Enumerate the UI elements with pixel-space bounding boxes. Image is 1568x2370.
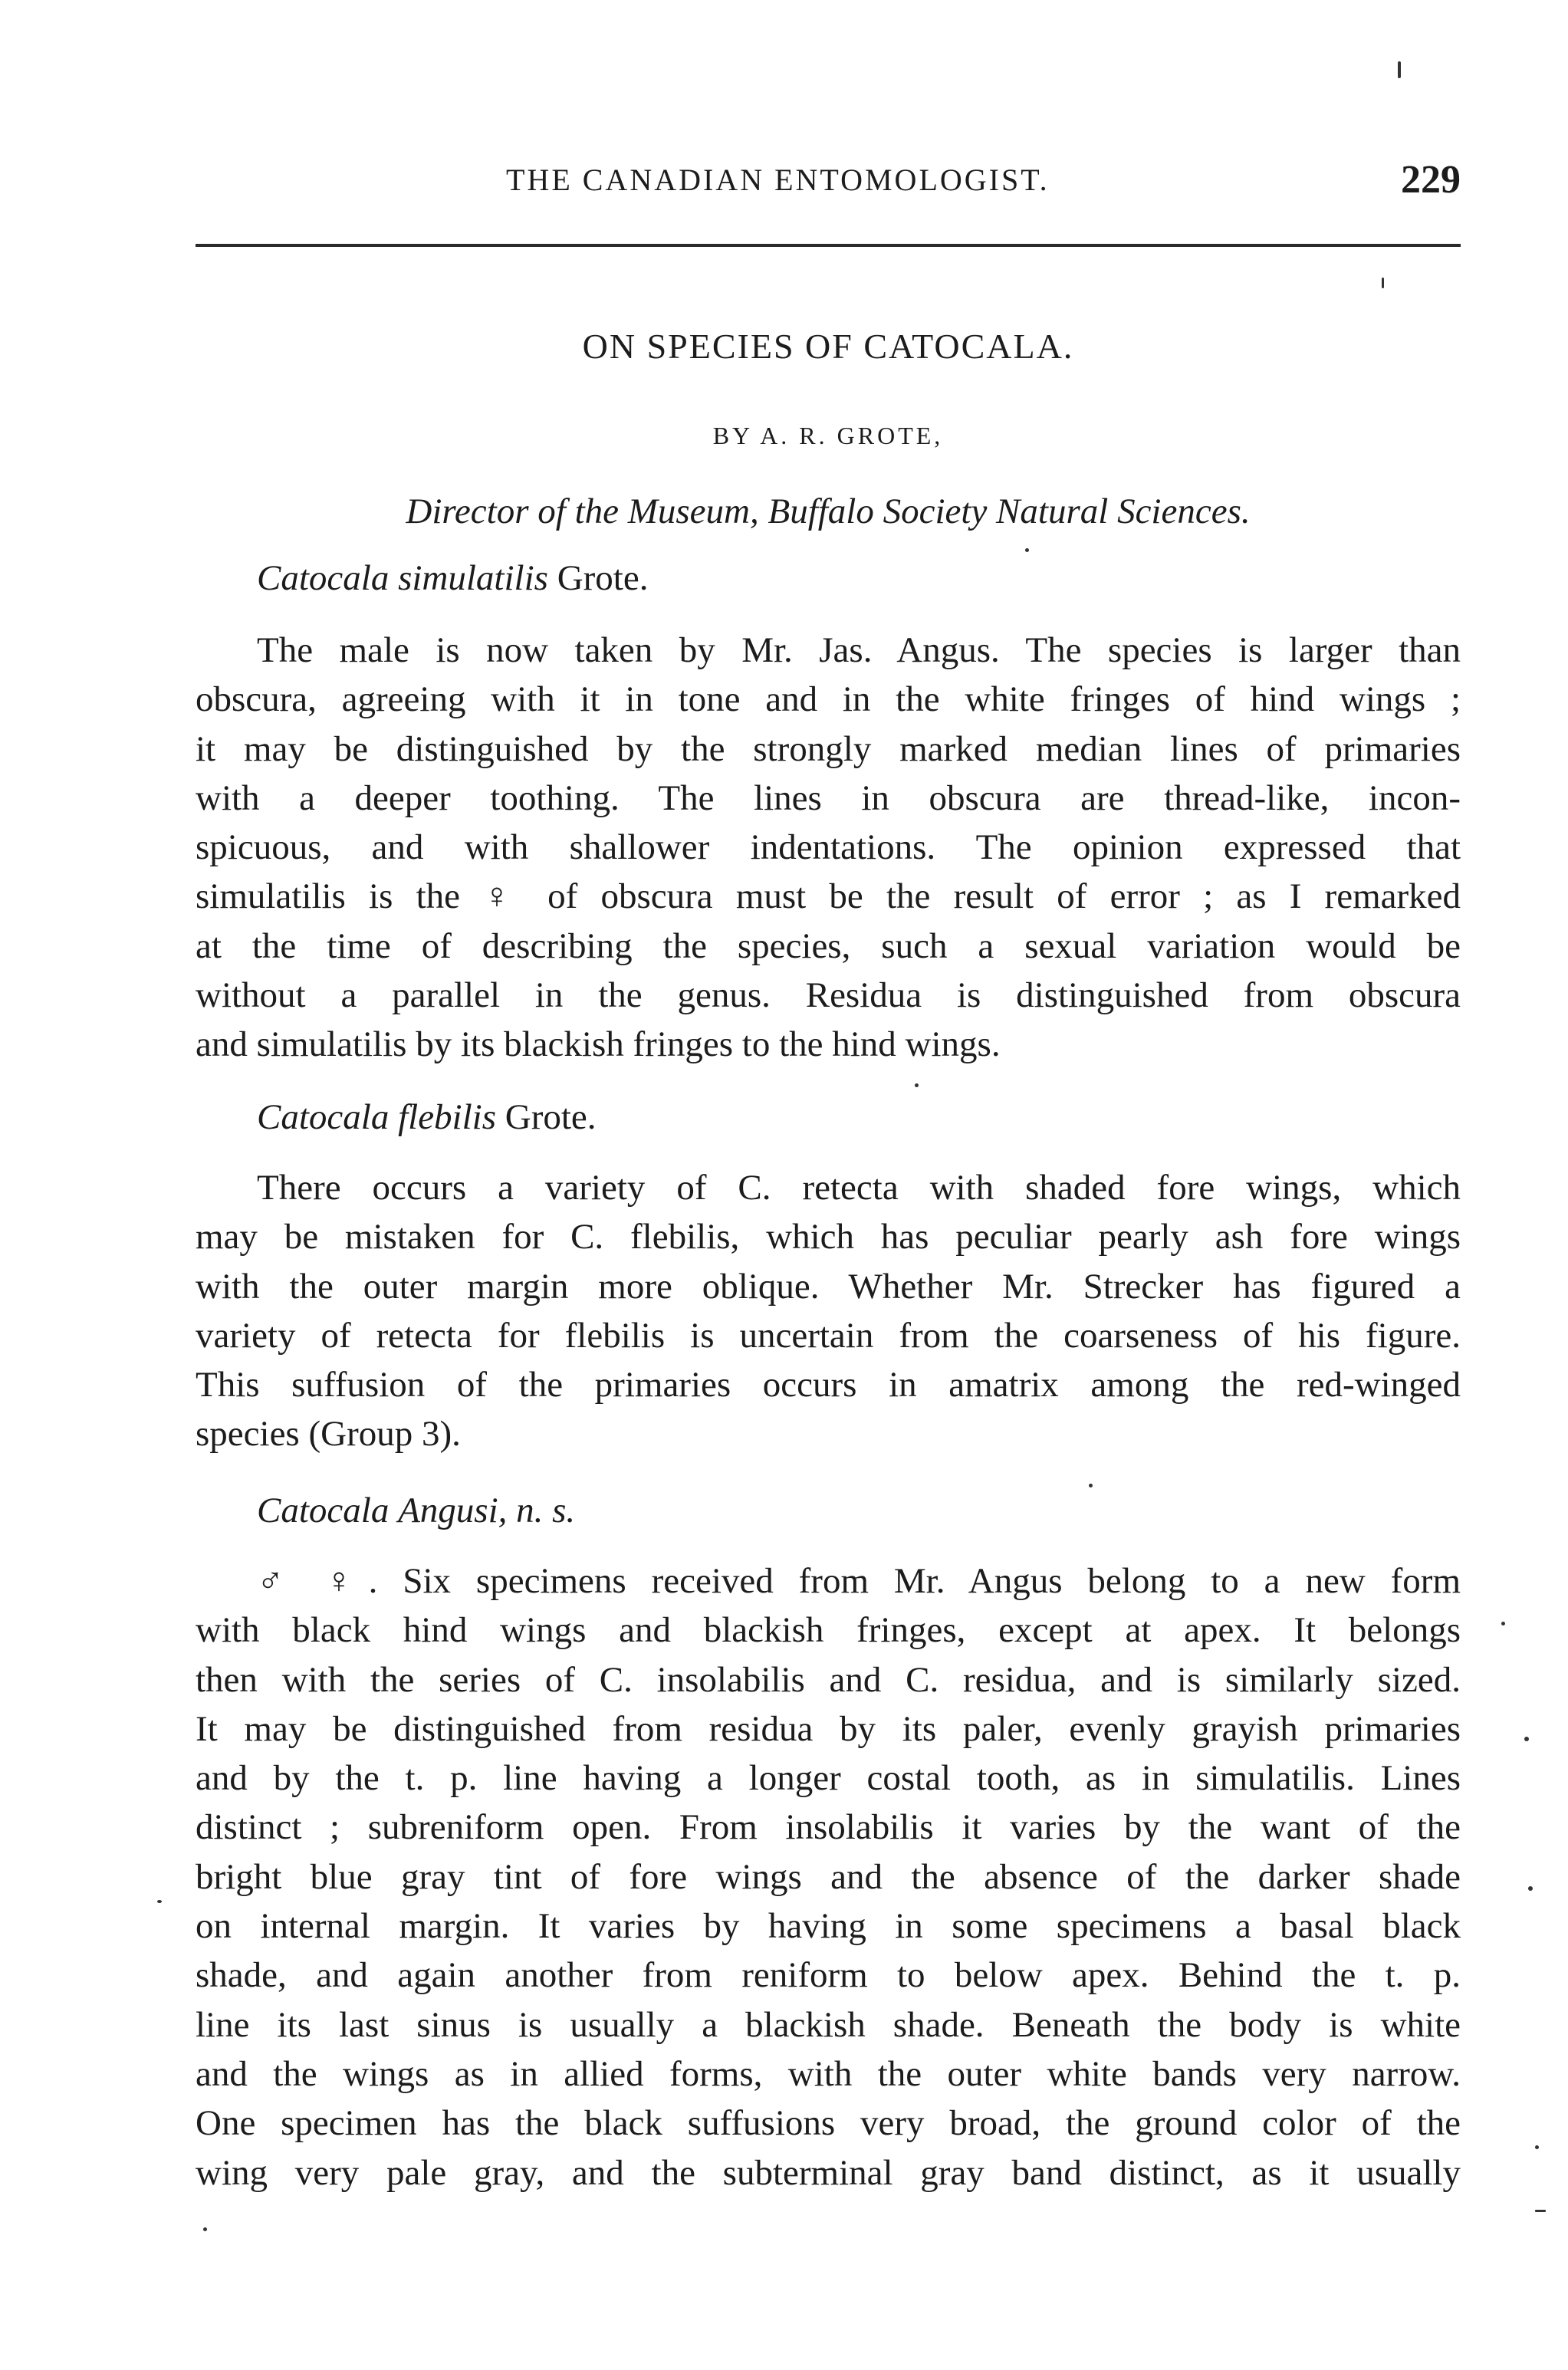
text-line: line its last sinus is usually a blackish shade. Beneath the body is white [196,2004,1461,2045]
scan-speck [157,1900,162,1903]
scan-speck [1535,2210,1546,2212]
text-line: species (Group 3). [196,1414,461,1455]
heading-epithet: Angusi, n. s. [398,1491,576,1530]
scan-speck [1025,548,1029,552]
text-line: One specimen has the black suffusions very broad, the ground color of the [196,2103,1461,2144]
scan-speck [915,1083,919,1087]
heading-epithet: simulatilis [398,558,548,598]
text-line: The male is now taken by Mr. Jas. Angus. The species is larger than [257,630,1461,670]
text-line: it may be distinguished by the strongly marked median lines of primaries [196,728,1461,769]
species-heading-angusi [257,1490,575,1531]
heading-genus: Catocala [257,558,390,598]
text-line: simulatilis is the ♀ of obscura must be the result of error ; as I remarked [196,876,1461,917]
scan-speck [1528,1886,1533,1891]
running-head [196,157,1461,211]
scan-speck [1501,1622,1505,1625]
journal-title: THE CANADIAN ENTOMOLOGIST. [506,163,1050,197]
text-line: without a parallel in the genus. Residua is distinguished from obscura [196,975,1461,1016]
text-line: ♂ ♀. Six specimens received from Mr. Angus belong to a new form [257,1561,1461,1601]
text-line: shade, and again another from reniform to below apex. Behind the t. p. [196,1955,1461,1996]
scan-speck [1398,61,1401,78]
paragraph-simulatilis [196,626,1461,1070]
text-line: and simulatilis by its blackish fringes to the hind wings. [196,1024,1001,1065]
text-line: and the wings as in allied forms, with the outer white bands very narrow. [196,2053,1461,2094]
text-line: with black hind wings and blackish fringes, except at apex. It belongs [196,1610,1461,1651]
author-byline: BY A. R. GROTE, [712,422,944,449]
text-line: There occurs a variety of C. retecta with shaded fore wings, which [257,1168,1461,1208]
heading-epithet: flebilis [398,1097,497,1137]
scan-speck [203,2227,207,2231]
text-line: spicuous, and with shallower indentations. The opinion expressed that [196,827,1461,868]
text-line: with the outer margin more oblique. Whether Mr. Strecker has figured a [196,1266,1461,1307]
text-line: This suffusion of the primaries occurs in amatrix among the red-winged [196,1365,1461,1405]
paragraph-flebilis [196,1163,1461,1459]
text-line: It may be distinguished from residua by its paler, evenly grayish primaries [196,1708,1461,1749]
text-line: bright blue gray tint of fore wings and the absence of the darker shade [196,1856,1461,1897]
text-line: then with the series of C. insolabilis and C. residua, and is similarly sized. [196,1659,1461,1700]
species-heading-flebilis [257,1096,597,1138]
scan-speck [1535,2145,1539,2149]
scan-speck [1524,1737,1529,1741]
text-line: obscura, agreeing with it in tone and in the white fringes of hind wings ; [196,679,1461,720]
text-line: on internal margin. It varies by having in some specimens a basal black [196,1906,1461,1947]
scan-speck [1089,1484,1093,1487]
text-line: with a deeper toothing. The lines in obscura are thread-like, incon- [196,777,1461,818]
heading-authority: Grote. [547,558,649,598]
page-number: 229 [1401,158,1461,202]
text-line: variety of retecta for flebilis is uncertain from the coarseness of his figure. [196,1315,1461,1356]
species-heading-simulatilis [257,557,648,599]
header-rule [196,244,1461,247]
text-line: distinct ; subreniform open. From insolabilis it varies by the want of the [196,1807,1461,1848]
paragraph-angusi [196,1556,1461,2197]
text-line: wing very pale gray, and the subterminal gray band distinct, as it usually [196,2152,1461,2193]
scan-speck [1382,278,1384,288]
text-line: may be mistaken for C. flebilis, which has peculiar pearly ash fore wings [196,1217,1461,1257]
heading-genus: Catocala [257,1491,390,1530]
heading-genus: Catocala [257,1097,390,1137]
text-line: and by the t. p. line having a longer costal tooth, as in simulatilis. Lines [196,1758,1461,1799]
author-affiliation: Director of the Museum, Buffalo Society Natural Sciences. [406,491,1251,531]
text-line: at the time of describing the species, such a sexual variation would be [196,925,1461,966]
heading-authority: Grote. [496,1097,597,1137]
article-title: ON SPECIES OF CATOCALA. [582,327,1074,366]
